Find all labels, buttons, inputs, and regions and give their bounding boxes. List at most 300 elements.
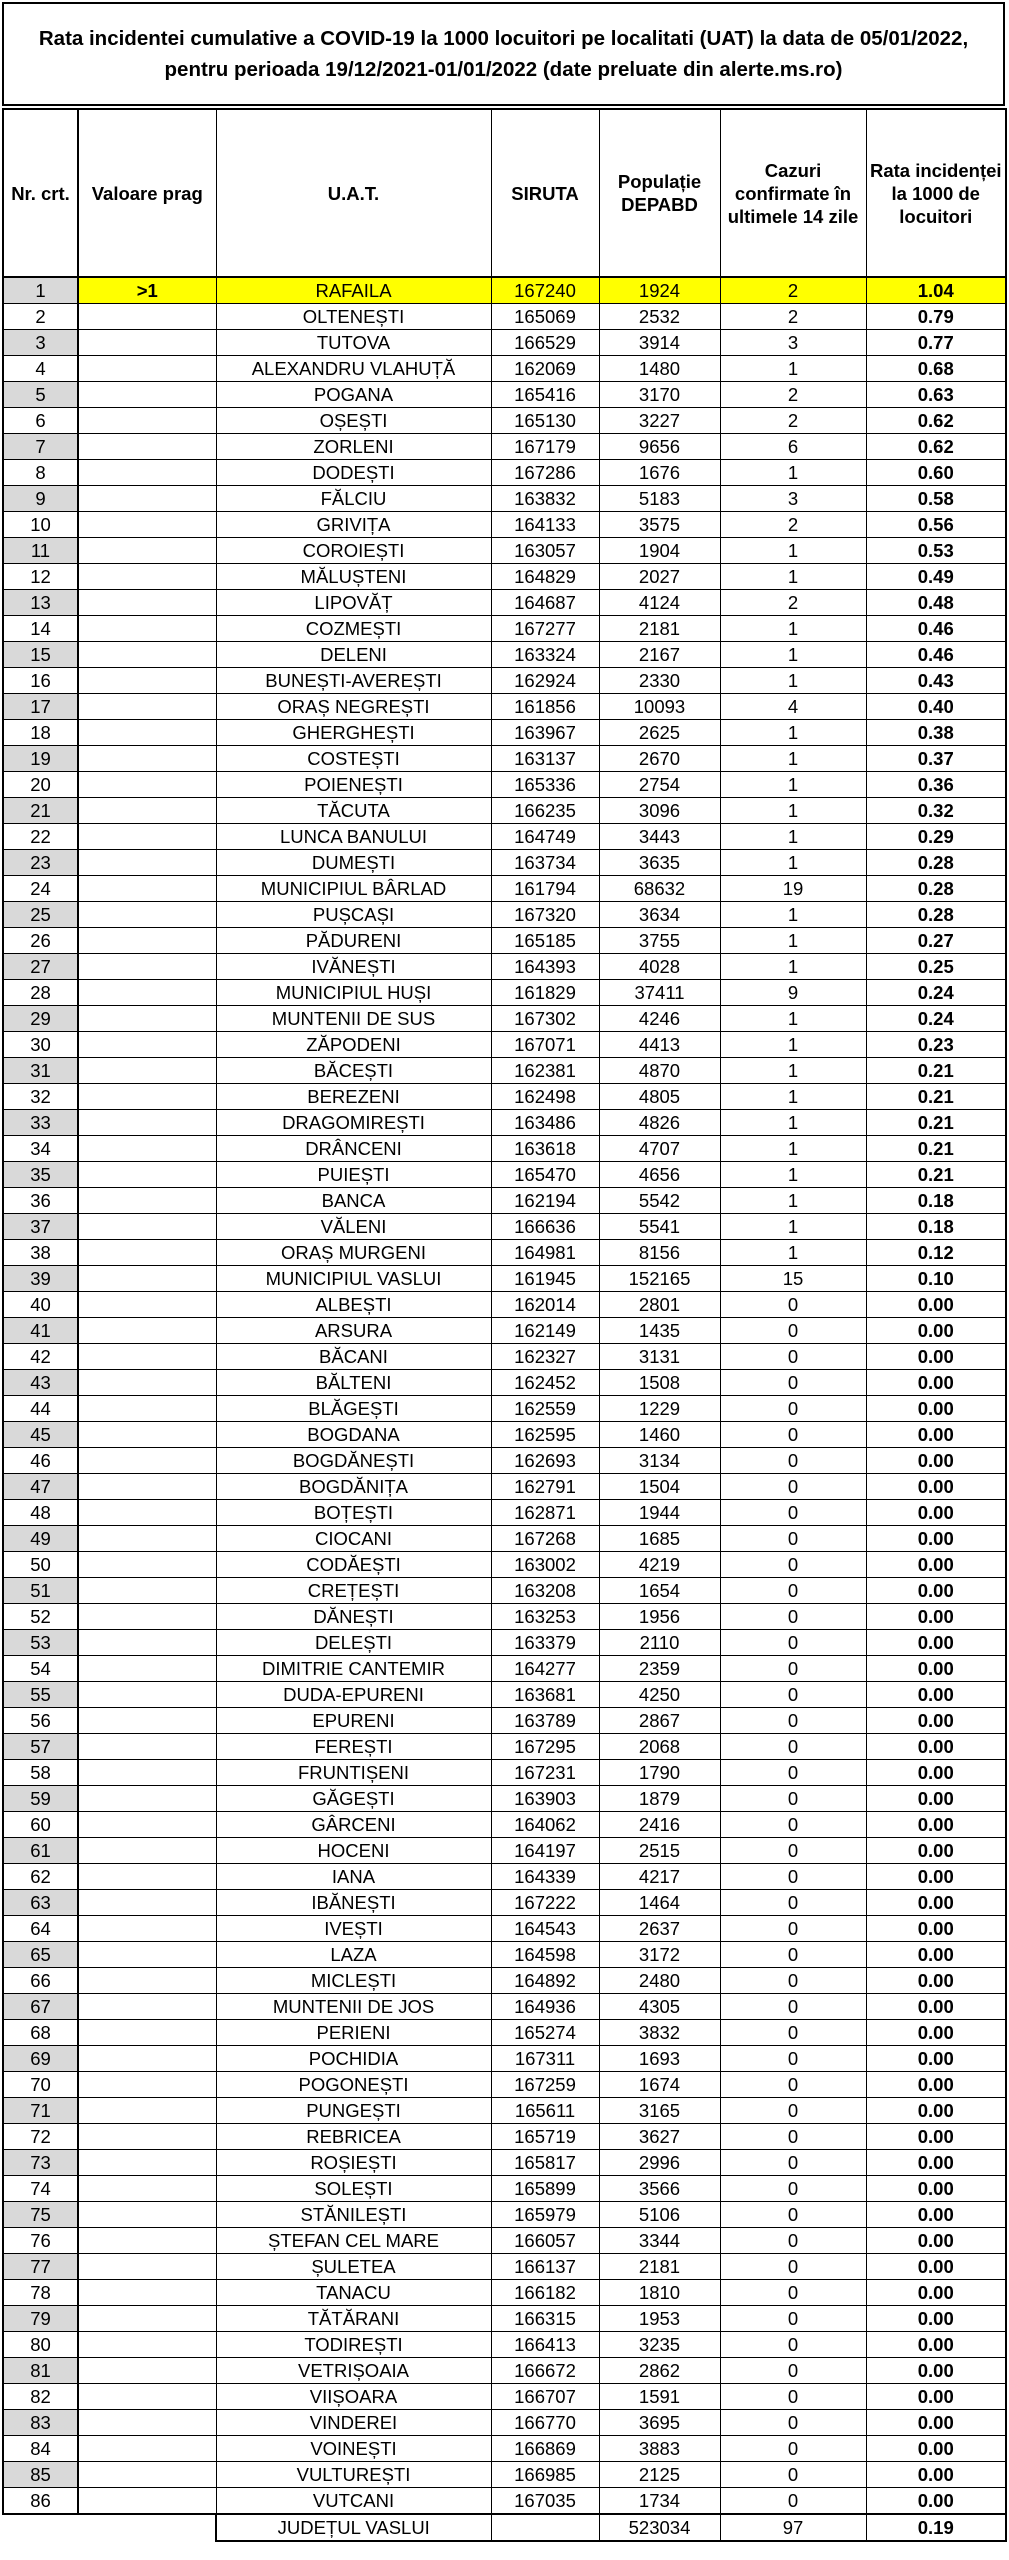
table-row xyxy=(3,1266,1006,1292)
cell-nr: 31 xyxy=(3,1058,78,1084)
cell-prag xyxy=(78,2280,216,2306)
cell-populatie: 5183 xyxy=(599,486,720,512)
cell-uat: SOLEȘTI xyxy=(216,2176,491,2202)
total-row xyxy=(3,2514,1006,2541)
table-row xyxy=(3,2124,1006,2150)
cell-uat: ORAȘ MURGENI xyxy=(216,1240,491,1266)
cell-rata: 0.00 xyxy=(866,1890,1006,1916)
cell-cazuri: 0 xyxy=(720,1318,866,1344)
cell-siruta: 162791 xyxy=(491,1474,599,1500)
cell-cazuri: 0 xyxy=(720,1656,866,1682)
cell-prag xyxy=(78,590,216,616)
cell-populatie: 1924 xyxy=(599,277,720,304)
cell-uat: COROIEȘTI xyxy=(216,538,491,564)
cell-prag xyxy=(78,1552,216,1578)
cell-siruta: 167222 xyxy=(491,1890,599,1916)
cell-nr: 53 xyxy=(3,1630,78,1656)
table-row xyxy=(3,2150,1006,2176)
cell-cazuri: 0 xyxy=(720,1370,866,1396)
cell-nr: 1 xyxy=(3,277,78,304)
cell-siruta: 166636 xyxy=(491,1214,599,1240)
cell-cazuri: 0 xyxy=(720,1344,866,1370)
cell-cazuri: 1 xyxy=(720,798,866,824)
cell-nr: 58 xyxy=(3,1760,78,1786)
cell-nr: 84 xyxy=(3,2436,78,2462)
cell-populatie: 4707 xyxy=(599,1136,720,1162)
cell-prag xyxy=(78,902,216,928)
cell-prag xyxy=(78,2176,216,2202)
cell-cazuri: 9 xyxy=(720,980,866,1006)
cell-siruta: 167295 xyxy=(491,1734,599,1760)
cell-siruta: 165817 xyxy=(491,2150,599,2176)
cell-uat: VUTCANI xyxy=(216,2488,491,2515)
cell-prag xyxy=(78,382,216,408)
cell-populatie: 4826 xyxy=(599,1110,720,1136)
cell-rata: 0.00 xyxy=(866,1474,1006,1500)
cell-siruta: 164133 xyxy=(491,512,599,538)
cell-rata: 0.00 xyxy=(866,1864,1006,1890)
cell-cazuri: 0 xyxy=(720,2020,866,2046)
cell-siruta: 164062 xyxy=(491,1812,599,1838)
cell-cazuri: 1 xyxy=(720,356,866,382)
table-row xyxy=(3,330,1006,356)
cell-uat: POIENEȘTI xyxy=(216,772,491,798)
cell-populatie: 3131 xyxy=(599,1344,720,1370)
cell-prag xyxy=(78,1890,216,1916)
cell-populatie: 2125 xyxy=(599,2462,720,2488)
table-row xyxy=(3,408,1006,434)
cell-prag xyxy=(78,1032,216,1058)
cell-populatie: 9656 xyxy=(599,434,720,460)
cell-uat: BĂLTENI xyxy=(216,1370,491,1396)
table-row xyxy=(3,668,1006,694)
table-row xyxy=(3,356,1006,382)
total-uat: JUDEȚUL VASLUI xyxy=(216,2514,491,2541)
cell-uat: VINDEREI xyxy=(216,2410,491,2436)
cell-prag xyxy=(78,512,216,538)
cell-uat: BĂCANI xyxy=(216,1344,491,1370)
cell-uat: GHERGHEȘTI xyxy=(216,720,491,746)
cell-siruta: 167286 xyxy=(491,460,599,486)
cell-rata: 1.04 xyxy=(866,277,1006,304)
cell-siruta: 167268 xyxy=(491,1526,599,1552)
cell-rata: 0.00 xyxy=(866,2176,1006,2202)
cell-cazuri: 0 xyxy=(720,1630,866,1656)
cell-rata: 0.00 xyxy=(866,1630,1006,1656)
cell-cazuri: 1 xyxy=(720,1006,866,1032)
table-row xyxy=(3,2072,1006,2098)
cell-uat: GÂRCENI xyxy=(216,1812,491,1838)
cell-populatie: 4805 xyxy=(599,1084,720,1110)
cell-rata: 0.00 xyxy=(866,1396,1006,1422)
cell-siruta: 163379 xyxy=(491,1630,599,1656)
cell-prag xyxy=(78,954,216,980)
cell-siruta: 162452 xyxy=(491,1370,599,1396)
cell-siruta: 166529 xyxy=(491,330,599,356)
table-row xyxy=(3,538,1006,564)
cell-prag xyxy=(78,668,216,694)
incidence-table xyxy=(2,108,1007,2542)
cell-prag xyxy=(78,694,216,720)
cell-rata: 0.28 xyxy=(866,902,1006,928)
cell-rata: 0.00 xyxy=(866,2410,1006,2436)
cell-uat: TĂTĂRANI xyxy=(216,2306,491,2332)
cell-cazuri: 0 xyxy=(720,2254,866,2280)
table-row xyxy=(3,1916,1006,1942)
cell-cazuri: 6 xyxy=(720,434,866,460)
cell-rata: 0.00 xyxy=(866,1318,1006,1344)
cell-prag xyxy=(78,460,216,486)
cell-rata: 0.00 xyxy=(866,2072,1006,2098)
cell-populatie: 5106 xyxy=(599,2202,720,2228)
cell-prag xyxy=(78,2020,216,2046)
cell-uat: DUMEȘTI xyxy=(216,850,491,876)
cell-rata: 0.00 xyxy=(866,1812,1006,1838)
cell-populatie: 3566 xyxy=(599,2176,720,2202)
cell-populatie: 1944 xyxy=(599,1500,720,1526)
cell-rata: 0.00 xyxy=(866,2280,1006,2306)
cell-populatie: 1956 xyxy=(599,1604,720,1630)
cell-populatie: 1693 xyxy=(599,2046,720,2072)
cell-prag xyxy=(78,1604,216,1630)
cell-populatie: 5541 xyxy=(599,1214,720,1240)
cell-nr: 72 xyxy=(3,2124,78,2150)
cell-populatie: 3634 xyxy=(599,902,720,928)
cell-nr: 9 xyxy=(3,486,78,512)
cell-rata: 0.00 xyxy=(866,2254,1006,2280)
cell-nr: 60 xyxy=(3,1812,78,1838)
cell-cazuri: 0 xyxy=(720,1734,866,1760)
cell-prag xyxy=(78,2306,216,2332)
cell-rata: 0.00 xyxy=(866,1968,1006,1994)
cell-populatie: 3172 xyxy=(599,1942,720,1968)
table-row xyxy=(3,2046,1006,2072)
cell-prag xyxy=(78,2046,216,2072)
cell-uat: IANA xyxy=(216,1864,491,1890)
cell-siruta: 167179 xyxy=(491,434,599,460)
cell-uat: MUNTENII DE SUS xyxy=(216,1006,491,1032)
header-nr: Nr. crt. xyxy=(3,109,78,277)
cell-prag xyxy=(78,1500,216,1526)
cell-uat: DODEȘTI xyxy=(216,460,491,486)
cell-rata: 0.00 xyxy=(866,1552,1006,1578)
cell-uat: ARSURA xyxy=(216,1318,491,1344)
cell-populatie: 2532 xyxy=(599,304,720,330)
cell-cazuri: 0 xyxy=(720,2202,866,2228)
cell-uat: ROȘIEȘTI xyxy=(216,2150,491,2176)
cell-nr: 35 xyxy=(3,1162,78,1188)
cell-uat: IBĂNEȘTI xyxy=(216,1890,491,1916)
table-row xyxy=(3,1838,1006,1864)
cell-cazuri: 1 xyxy=(720,1240,866,1266)
cell-siruta: 163137 xyxy=(491,746,599,772)
cell-rata: 0.46 xyxy=(866,616,1006,642)
table-row xyxy=(3,1890,1006,1916)
cell-prag xyxy=(78,1682,216,1708)
cell-cazuri: 1 xyxy=(720,616,866,642)
table-row xyxy=(3,2202,1006,2228)
cell-nr: 64 xyxy=(3,1916,78,1942)
cell-prag xyxy=(78,772,216,798)
cell-rata: 0.38 xyxy=(866,720,1006,746)
cell-uat: DUDA-EPURENI xyxy=(216,1682,491,1708)
table-row xyxy=(3,1370,1006,1396)
cell-cazuri: 0 xyxy=(720,1786,866,1812)
cell-rata: 0.00 xyxy=(866,1760,1006,1786)
table-row xyxy=(3,2306,1006,2332)
cell-uat: PUȘCAȘI xyxy=(216,902,491,928)
cell-uat: EPURENI xyxy=(216,1708,491,1734)
cell-rata: 0.00 xyxy=(866,1916,1006,1942)
cell-nr: 55 xyxy=(3,1682,78,1708)
cell-siruta: 164339 xyxy=(491,1864,599,1890)
cell-nr: 54 xyxy=(3,1656,78,1682)
cell-cazuri: 0 xyxy=(720,1500,866,1526)
cell-rata: 0.00 xyxy=(866,1994,1006,2020)
cell-nr: 13 xyxy=(3,590,78,616)
cell-siruta: 161856 xyxy=(491,694,599,720)
cell-siruta: 167259 xyxy=(491,2072,599,2098)
cell-cazuri: 0 xyxy=(720,2280,866,2306)
total-blank-nr xyxy=(3,2514,78,2541)
table-row xyxy=(3,2176,1006,2202)
cell-cazuri: 0 xyxy=(720,1448,866,1474)
cell-rata: 0.36 xyxy=(866,772,1006,798)
cell-cazuri: 0 xyxy=(720,1838,866,1864)
cell-siruta: 165336 xyxy=(491,772,599,798)
cell-nr: 44 xyxy=(3,1396,78,1422)
cell-rata: 0.58 xyxy=(866,486,1006,512)
cell-uat: OLTENEȘTI xyxy=(216,304,491,330)
table-row xyxy=(3,512,1006,538)
cell-rata: 0.00 xyxy=(866,1292,1006,1318)
cell-rata: 0.00 xyxy=(866,1786,1006,1812)
cell-populatie: 1591 xyxy=(599,2384,720,2410)
cell-nr: 66 xyxy=(3,1968,78,1994)
cell-cazuri: 0 xyxy=(720,2150,866,2176)
cell-rata: 0.00 xyxy=(866,2098,1006,2124)
cell-cazuri: 1 xyxy=(720,460,866,486)
cell-uat: LAZA xyxy=(216,1942,491,1968)
cell-prag xyxy=(78,2332,216,2358)
cell-nr: 43 xyxy=(3,1370,78,1396)
cell-uat: MUNTENII DE JOS xyxy=(216,1994,491,2020)
cell-siruta: 162149 xyxy=(491,1318,599,1344)
table-row xyxy=(3,1526,1006,1552)
cell-prag xyxy=(78,720,216,746)
cell-nr: 5 xyxy=(3,382,78,408)
cell-rata: 0.79 xyxy=(866,304,1006,330)
cell-prag xyxy=(78,1084,216,1110)
cell-populatie: 1480 xyxy=(599,356,720,382)
cell-cazuri: 1 xyxy=(720,772,866,798)
cell-populatie: 4413 xyxy=(599,1032,720,1058)
table-row xyxy=(3,902,1006,928)
cell-uat: LUNCA BANULUI xyxy=(216,824,491,850)
cell-populatie: 2867 xyxy=(599,1708,720,1734)
cell-uat: ȘULETEA xyxy=(216,2254,491,2280)
cell-nr: 71 xyxy=(3,2098,78,2124)
cell-rata: 0.28 xyxy=(866,876,1006,902)
cell-prag xyxy=(78,1786,216,1812)
cell-nr: 28 xyxy=(3,980,78,1006)
cell-populatie: 3635 xyxy=(599,850,720,876)
cell-rata: 0.62 xyxy=(866,434,1006,460)
table-row xyxy=(3,1188,1006,1214)
total-siruta xyxy=(491,2514,599,2541)
table-row xyxy=(3,2436,1006,2462)
cell-siruta: 167277 xyxy=(491,616,599,642)
cell-nr: 65 xyxy=(3,1942,78,1968)
cell-populatie: 3627 xyxy=(599,2124,720,2150)
cell-uat: BUNEȘTI-AVEREȘTI xyxy=(216,668,491,694)
cell-prag xyxy=(78,2072,216,2098)
cell-cazuri: 1 xyxy=(720,1032,866,1058)
cell-cazuri: 1 xyxy=(720,850,866,876)
cell-siruta: 162381 xyxy=(491,1058,599,1084)
header-cazuri: Cazuri confirmate în ultimele 14 zile xyxy=(720,109,866,277)
cell-prag xyxy=(78,1942,216,1968)
cell-populatie: 2110 xyxy=(599,1630,720,1656)
cell-populatie: 2181 xyxy=(599,616,720,642)
cell-nr: 47 xyxy=(3,1474,78,1500)
cell-prag xyxy=(78,1656,216,1682)
cell-populatie: 3344 xyxy=(599,2228,720,2254)
cell-uat: MUNICIPIUL HUȘI xyxy=(216,980,491,1006)
cell-populatie: 1790 xyxy=(599,1760,720,1786)
cell-prag xyxy=(78,2384,216,2410)
cell-nr: 39 xyxy=(3,1266,78,1292)
cell-prag: >1 xyxy=(78,277,216,304)
cell-populatie: 2862 xyxy=(599,2358,720,2384)
cell-uat: CREȚEȘTI xyxy=(216,1578,491,1604)
cell-uat: POGANA xyxy=(216,382,491,408)
cell-uat: PERIENI xyxy=(216,2020,491,2046)
cell-prag xyxy=(78,928,216,954)
cell-siruta: 167071 xyxy=(491,1032,599,1058)
cell-populatie: 3755 xyxy=(599,928,720,954)
cell-nr: 36 xyxy=(3,1188,78,1214)
table-row xyxy=(3,1552,1006,1578)
cell-prag xyxy=(78,1110,216,1136)
table-row xyxy=(3,1734,1006,1760)
cell-siruta: 162194 xyxy=(491,1188,599,1214)
cell-prag xyxy=(78,1396,216,1422)
table-row xyxy=(3,694,1006,720)
cell-nr: 37 xyxy=(3,1214,78,1240)
cell-uat: BLĂGEȘTI xyxy=(216,1396,491,1422)
cell-uat: OȘEȘTI xyxy=(216,408,491,434)
cell-cazuri: 0 xyxy=(720,2410,866,2436)
cell-prag xyxy=(78,2228,216,2254)
cell-uat: BOGDĂNIȚA xyxy=(216,1474,491,1500)
cell-uat: BOGDĂNEȘTI xyxy=(216,1448,491,1474)
table-row xyxy=(3,2020,1006,2046)
total-pop: 523034 xyxy=(599,2514,720,2541)
cell-uat: POCHIDIA xyxy=(216,2046,491,2072)
cell-cazuri: 0 xyxy=(720,2488,866,2515)
cell-uat: BOȚEȘTI xyxy=(216,1500,491,1526)
cell-populatie: 2359 xyxy=(599,1656,720,1682)
table-row xyxy=(3,1578,1006,1604)
cell-cazuri: 1 xyxy=(720,1110,866,1136)
title-line-1: Rata incidentei cumulative a COVID-19 la 1000 locuitori pe localitati (UAT) la data de 05/01/2022, xyxy=(38,27,969,50)
table-row xyxy=(3,772,1006,798)
cell-rata: 0.00 xyxy=(866,2358,1006,2384)
cell-siruta: 165130 xyxy=(491,408,599,434)
header-row xyxy=(3,109,1006,277)
cell-rata: 0.00 xyxy=(866,1422,1006,1448)
cell-uat: DELENI xyxy=(216,642,491,668)
cell-prag xyxy=(78,2150,216,2176)
cell-prag xyxy=(78,304,216,330)
table-row xyxy=(3,720,1006,746)
cell-populatie: 3914 xyxy=(599,330,720,356)
cell-siruta: 166707 xyxy=(491,2384,599,2410)
cell-populatie: 3227 xyxy=(599,408,720,434)
cell-populatie: 8156 xyxy=(599,1240,720,1266)
table-row xyxy=(3,1136,1006,1162)
table-row xyxy=(3,642,1006,668)
cell-siruta: 163002 xyxy=(491,1552,599,1578)
cell-siruta: 163324 xyxy=(491,642,599,668)
cell-rata: 0.21 xyxy=(866,1162,1006,1188)
cell-nr: 34 xyxy=(3,1136,78,1162)
cell-rata: 0.00 xyxy=(866,1344,1006,1370)
cell-cazuri: 0 xyxy=(720,2098,866,2124)
cell-cazuri: 0 xyxy=(720,2072,866,2098)
cell-siruta: 167240 xyxy=(491,277,599,304)
cell-nr: 40 xyxy=(3,1292,78,1318)
table-row xyxy=(3,1448,1006,1474)
cell-uat: ALEXANDRU VLAHUȚĂ xyxy=(216,356,491,382)
cell-cazuri: 0 xyxy=(720,1292,866,1318)
title-line-2: pentru perioada 19/12/2021-01/01/2022 (date preluate din alerte.ms.ro) xyxy=(164,58,843,81)
cell-uat: VETRIȘOAIA xyxy=(216,2358,491,2384)
cell-cazuri: 0 xyxy=(720,1396,866,1422)
cell-nr: 15 xyxy=(3,642,78,668)
table-body xyxy=(3,277,1006,2514)
cell-prag xyxy=(78,1188,216,1214)
cell-nr: 51 xyxy=(3,1578,78,1604)
cell-siruta: 166869 xyxy=(491,2436,599,2462)
cell-siruta: 166182 xyxy=(491,2280,599,2306)
cell-nr: 85 xyxy=(3,2462,78,2488)
cell-uat: ALBEȘTI xyxy=(216,1292,491,1318)
cell-nr: 6 xyxy=(3,408,78,434)
cell-siruta: 162595 xyxy=(491,1422,599,1448)
cell-rata: 0.00 xyxy=(866,2150,1006,2176)
cell-cazuri: 0 xyxy=(720,1916,866,1942)
cell-prag xyxy=(78,1370,216,1396)
cell-cazuri: 1 xyxy=(720,1162,866,1188)
cell-nr: 11 xyxy=(3,538,78,564)
cell-prag xyxy=(78,798,216,824)
cell-uat: TĂCUTA xyxy=(216,798,491,824)
cell-uat: TODIREȘTI xyxy=(216,2332,491,2358)
cell-cazuri: 1 xyxy=(720,928,866,954)
cell-nr: 2 xyxy=(3,304,78,330)
cell-nr: 67 xyxy=(3,1994,78,2020)
table-row xyxy=(3,1162,1006,1188)
cell-prag xyxy=(78,1760,216,1786)
cell-nr: 25 xyxy=(3,902,78,928)
table-row xyxy=(3,434,1006,460)
cell-nr: 56 xyxy=(3,1708,78,1734)
cell-nr: 77 xyxy=(3,2254,78,2280)
cell-cazuri: 2 xyxy=(720,277,866,304)
cell-populatie: 3575 xyxy=(599,512,720,538)
